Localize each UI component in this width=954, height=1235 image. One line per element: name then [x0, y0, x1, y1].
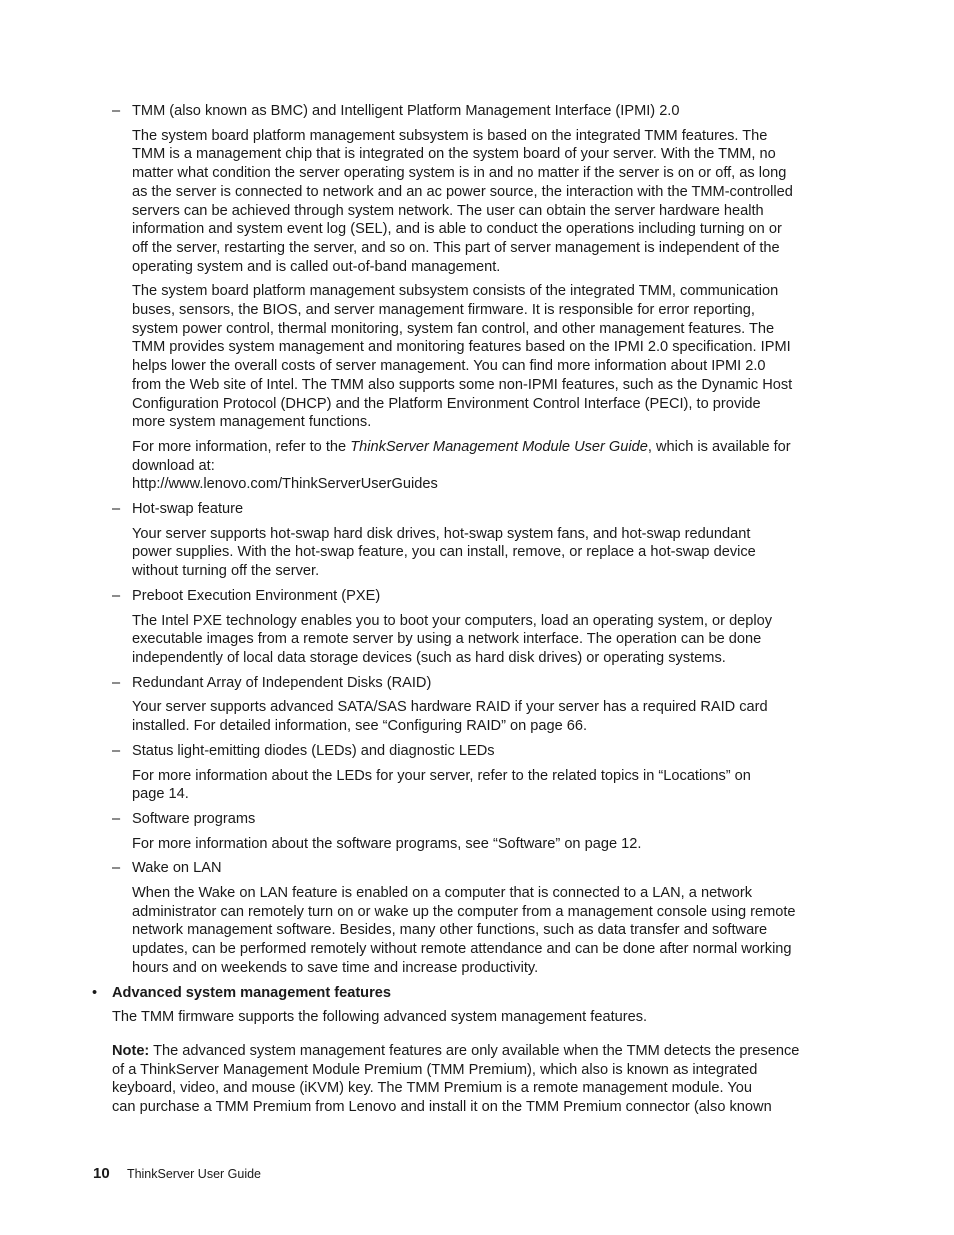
- text-line: Your server supports advanced SATA/SAS hardware RAID if your server has a required RAID card: [132, 699, 768, 716]
- list-item-heading: [112, 500, 848, 519]
- reference-url: http://www.lenovo.com/ThinkServerUserGuides: [132, 476, 438, 493]
- note-text: can purchase a TMM Premium from Lenovo and install it on the TMM Premium connector (also known: [112, 1099, 772, 1116]
- text-line: information and system event log (SEL), and is able to conduct the operations including turning on or: [132, 221, 782, 238]
- text-line: operating system and is called out-of-band management.: [132, 258, 501, 275]
- text-line: The system board platform management subsystem is based on the integrated TMM features. The: [132, 127, 768, 144]
- note-paragraph: [112, 1042, 848, 1117]
- dash-marker: –: [112, 742, 121, 759]
- note-text: The advanced system management features are only available when the TMM detects the presence: [149, 1042, 800, 1059]
- list-item-heading: [112, 810, 848, 829]
- reference-paragraph: [132, 438, 848, 494]
- list-item-title: Redundant Array of Independent Disks (RAID): [132, 674, 432, 691]
- list-item-title: Wake on LAN: [132, 860, 222, 877]
- paragraph: [132, 612, 848, 668]
- text-line: independently of local data storage devices (such as hard disk drives) or operating systems.: [132, 649, 726, 666]
- paragraph: [132, 127, 848, 277]
- text-line: as the server is connected to network and an ac power source, the interaction with the TMM-controlled: [132, 183, 793, 200]
- text-line: [112, 1079, 848, 1098]
- text-line: The TMM firmware supports the following advanced system management features.: [112, 1009, 648, 1026]
- note-text: of a ThinkServer Management Module Premium (TMM Premium), which also is known as integrated: [112, 1061, 758, 1078]
- list-item-title: Software programs: [132, 810, 256, 827]
- note-label: Note:: [112, 1042, 150, 1059]
- dash-marker: –: [112, 674, 121, 691]
- text-line: from the Web site of Intel. The TMM also supports some non-IPMI features, such as the Dynamic Host: [132, 376, 793, 393]
- text-line: administrator can remotely turn on or wake up the computer from a management console using remote: [132, 903, 796, 920]
- text-line: The system board platform management subsystem consists of the integrated TMM, communication: [132, 283, 779, 300]
- list-item-title: Status light-emitting diodes (LEDs) and diagnostic LEDs: [132, 742, 495, 759]
- note-text: keyboard, video, and mouse (iKVM) key. The TMM Premium is a remote management module. You: [112, 1080, 752, 1097]
- text-line: [112, 1098, 848, 1117]
- page-footer: [93, 1165, 261, 1183]
- dash-marker: –: [112, 587, 121, 604]
- dash-marker: –: [112, 501, 121, 518]
- text-line: helps lower the overall costs of server management. You can find more information about IPMI 2.0: [132, 358, 766, 375]
- paragraph: [132, 698, 848, 735]
- paragraph: [112, 1008, 848, 1027]
- text-line: When the Wake on LAN feature is enabled on a computer that is connected to a LAN, a network: [132, 885, 753, 902]
- bullet-heading: [92, 984, 848, 1003]
- ref-book-title: ThinkServer Management Module User Guide: [350, 438, 648, 455]
- dash-marker: –: [112, 860, 121, 877]
- list-item-heading: [112, 859, 848, 878]
- text-line: buses, sensors, the BIOS, and server management firmware. It is responsible for error reporting,: [132, 302, 755, 319]
- dash-marker: –: [112, 103, 121, 119]
- ref-text: , which is available for: [647, 438, 791, 455]
- list-item-title: Hot-swap feature: [132, 501, 244, 518]
- page-number: 10: [93, 1165, 110, 1182]
- text-line: For more information about the software programs, see “Software” on page 12.: [132, 835, 642, 852]
- document-body: [92, 102, 848, 1132]
- text-line: The Intel PXE technology enables you to boot your computers, load an operating system, or deploy: [132, 612, 773, 629]
- paragraph: [132, 525, 848, 581]
- text-line: executable images from a remote server by using a network interface. The operation can be done: [132, 631, 762, 648]
- text-line: Your server supports hot-swap hard disk drives, hot-swap system fans, and hot-swap redundant: [132, 525, 751, 542]
- list-item-heading: [112, 674, 848, 693]
- text-line: system power control, thermal monitoring, system fan control, and other management features. The: [132, 320, 775, 337]
- dash-marker: –: [112, 810, 121, 827]
- paragraph: [132, 767, 848, 804]
- bullet-marker: •: [92, 984, 98, 1001]
- text-line: For more information about the LEDs for your server, refer to the related topics in “Locations” on: [132, 767, 751, 784]
- text-line: matter what condition the server operating system is in and no matter if the server is on or off, as long: [132, 165, 787, 182]
- paragraph: [132, 835, 848, 854]
- paragraph: [132, 282, 848, 432]
- paragraph: [132, 884, 848, 978]
- text-line: hours and on weekends to save time and increase productivity.: [132, 959, 539, 976]
- text-line: [112, 1061, 848, 1080]
- list-item-title: Preboot Execution Environment (PXE): [132, 587, 381, 604]
- text-line: network management software. Besides, many other functions, such as data transfer and software: [132, 922, 768, 939]
- text-line: power supplies. With the hot-swap feature, you can install, remove, or replace a hot-swap device: [132, 544, 756, 561]
- ref-text: For more information, refer to the: [132, 438, 351, 455]
- list-item-heading: [112, 587, 848, 606]
- text-line: [112, 1042, 848, 1061]
- text-line: off the server, restarting the server, and so on. This part of server management is independent of the: [132, 239, 780, 256]
- text-line: servers can be achieved through system network. The user can obtain the server hardware health: [132, 202, 764, 219]
- text-line: [132, 438, 848, 457]
- list-item-heading: [112, 742, 848, 761]
- footer-title: ThinkServer User Guide: [126, 1167, 262, 1181]
- text-line: Configuration Protocol (DHCP) and the Platform Environment Control Interface (PECI), to provide: [132, 395, 761, 412]
- text-line: installed. For detailed information, see “Configuring RAID” on page 66.: [132, 718, 588, 735]
- list-item-title: TMM (also known as BMC) and Intelligent Platform Management Interface (IPMI) 2.0: [132, 103, 680, 119]
- text-line: TMM is a management chip that is integrated on the system board of your server. With the TMM, no: [132, 146, 776, 163]
- text-line: without turning off the server.: [132, 563, 320, 580]
- text-line: download at:: [132, 457, 215, 474]
- text-line: updates, can be performed remotely without remote attendance and can be done after normal working: [132, 941, 792, 958]
- text-line: TMM provides system management and monitoring features based on the IPMI 2.0 specification. IPMI: [132, 339, 791, 356]
- text-line: page 14.: [132, 786, 189, 803]
- list-item-heading: [112, 102, 848, 121]
- text-line: more system management functions.: [132, 414, 372, 431]
- bullet-title: Advanced system management features: [112, 984, 392, 1001]
